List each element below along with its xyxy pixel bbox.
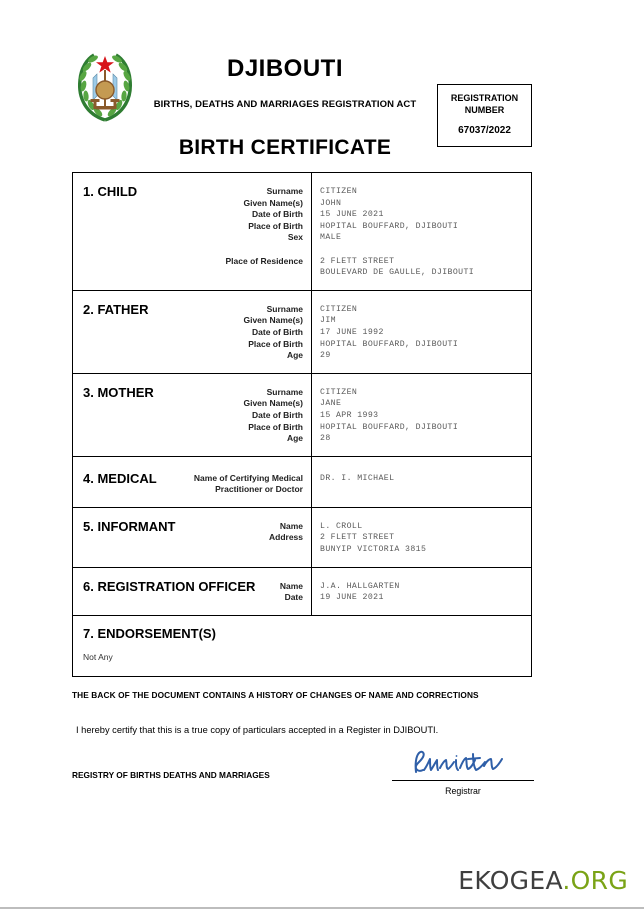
value-date-of-birth: 15 APR 1993: [320, 410, 379, 420]
registry-signature-row: [72, 762, 534, 806]
section-registration-officer: [73, 568, 531, 616]
value-sex: MALE: [320, 233, 342, 243]
section-informant: [73, 508, 531, 568]
value-doctor-name: DR. I. MICHAEL: [320, 473, 395, 483]
value-address-line2: BUNYIP VICTORIA 3815: [320, 545, 427, 555]
label-given-names: Given Name(s): [243, 315, 303, 326]
watermark-tld: .ORG: [562, 866, 628, 895]
section-mother-values: [320, 387, 523, 445]
label-date: Date: [284, 592, 303, 603]
certificate-title: BIRTH CERTIFICATE: [178, 136, 392, 159]
label-place-of-residence: Place of Residence: [225, 255, 303, 266]
registration-label-line2: NUMBER: [464, 105, 505, 115]
label-spacer: [226, 244, 303, 256]
site-watermark: [458, 866, 628, 895]
label-place-of-birth: Place of Birth: [248, 421, 303, 432]
section-father-right: [312, 291, 531, 373]
certification-statement: I hereby certify that this is a true copy of particulars accepted in a Register in DJIBOUTI.: [76, 725, 439, 735]
section-medical-title: 4. MEDICAL: [83, 470, 157, 486]
label-certifying-medical-line2: Practitioner or Doctor: [215, 484, 303, 495]
bottom-divider: [0, 907, 644, 909]
section-endorsements-title: 7. ENDORSEMENT(S): [83, 625, 216, 641]
label-surname: Surname: [266, 386, 303, 397]
value-informant-name: L. CROLL: [320, 521, 363, 531]
section-father-labels: [243, 302, 303, 362]
section-mother-title: 3. MOTHER: [83, 384, 154, 400]
document-footer: [72, 690, 534, 806]
section-medical: [73, 457, 531, 508]
label-date-of-birth: Date of Birth: [252, 209, 303, 220]
value-age: 29: [320, 351, 331, 361]
section-endorsements: [73, 616, 531, 676]
act-subtitle: BIRTHS, DEATHS AND MARRIAGES REGISTRATION ACT: [153, 99, 417, 110]
signature-caption: Registrar: [445, 786, 481, 796]
section-informant-labels: [269, 519, 303, 556]
label-name: Name: [279, 580, 303, 591]
label-certifying-medical-line1: Name of Certifying Medical: [193, 472, 303, 483]
label-date-of-birth: Date of Birth: [252, 409, 303, 420]
label-place-of-birth: Place of Birth: [248, 338, 303, 349]
label-given-names: Given Name(s): [243, 398, 303, 409]
label-place-of-birth: Place of Birth: [248, 220, 303, 231]
section-registration-officer-labels: [280, 579, 303, 604]
signature-line: [392, 780, 534, 781]
back-of-document-note: THE BACK OF THE DOCUMENT CONTAINS A HISTORY OF CHANGES OF NAME AND CORRECTIONS: [72, 690, 479, 700]
country-title: DJIBOUTI: [226, 55, 343, 82]
value-spacer: [320, 244, 523, 256]
section-informant-title: 5. INFORMANT: [83, 518, 176, 534]
section-informant-values: [320, 521, 523, 556]
registry-office-label: REGISTRY OF BIRTHS DEATHS AND MARRIAGES: [72, 770, 270, 780]
label-date-of-birth: Date of Birth: [252, 326, 303, 337]
document-header: [0, 0, 644, 172]
section-child-title: 1. CHILD: [83, 184, 138, 199]
watermark-name: EKOGEA: [458, 866, 563, 895]
value-residence-line1: 2 FLETT STREET: [320, 256, 395, 266]
section-medical-left: [73, 457, 312, 507]
certificate-table: [72, 172, 532, 677]
section-child-right: [312, 173, 531, 290]
section-informant-left: [73, 508, 312, 567]
value-officer-name: J.A. HALLGARTEN: [320, 581, 400, 591]
value-date-of-birth: 17 JUNE 1992: [320, 327, 384, 337]
section-father-title: 2. FATHER: [83, 301, 149, 317]
section-registration-officer-left: [73, 568, 312, 615]
label-name: Name: [279, 520, 303, 531]
label-age: Age: [286, 350, 303, 361]
value-given-names: JANE: [320, 399, 342, 409]
section-informant-right: [312, 508, 531, 567]
registrar-signature: [392, 746, 534, 780]
section-registration-officer-title: 6. REGISTRATION OFFICER: [83, 578, 256, 594]
label-sex: Sex: [287, 232, 303, 243]
registration-label-line1: REGISTRATION: [450, 93, 519, 103]
value-residence-line2: BOULEVARD DE GAULLE, DJIBOUTI: [320, 268, 475, 278]
value-given-names: JOHN: [320, 198, 342, 208]
section-registration-officer-values: [320, 581, 523, 604]
registration-number-box: [437, 84, 532, 147]
djibouti-coat-of-arms-icon: [74, 50, 136, 124]
section-mother-right: [312, 374, 531, 456]
value-address-line1: 2 FLETT STREET: [320, 533, 395, 543]
value-registration-date: 19 JUNE 2021: [320, 593, 384, 603]
section-registration-officer-right: [312, 568, 531, 615]
value-surname: CITIZEN: [320, 304, 358, 314]
value-place-of-birth: HOPITAL BOUFFARD, DJIBOUTI: [320, 221, 459, 231]
label-surname: Surname: [266, 186, 303, 196]
value-place-of-birth: HOPITAL BOUFFARD, DJIBOUTI: [320, 422, 459, 432]
value-place-of-birth: HOPITAL BOUFFARD, DJIBOUTI: [320, 339, 459, 349]
section-mother-labels: [243, 385, 303, 445]
section-mother-left: [73, 374, 312, 456]
section-father: [73, 291, 531, 374]
endorsements-value: Not Any: [83, 651, 113, 662]
section-child-left: [73, 173, 312, 290]
section-child-labels: [226, 184, 303, 279]
section-father-left: [73, 291, 312, 373]
section-medical-values: [320, 473, 523, 485]
label-age: Age: [286, 433, 303, 444]
section-father-values: [320, 304, 523, 362]
section-mother: [73, 374, 531, 457]
value-given-names: JIM: [320, 316, 336, 326]
value-date-of-birth: 15 JUNE 2021: [320, 210, 384, 220]
value-surname: CITIZEN: [320, 387, 358, 397]
label-given-names: Given Name(s): [243, 197, 303, 208]
section-child: [73, 173, 531, 291]
section-medical-right: [312, 457, 531, 507]
value-age: 28: [320, 434, 331, 444]
label-address: Address: [268, 532, 303, 543]
section-child-values: [320, 186, 523, 279]
signature-area: [392, 746, 534, 796]
registration-number-value: 67037/2022: [458, 125, 511, 136]
value-surname: CITIZEN: [320, 187, 358, 196]
label-surname: Surname: [266, 303, 303, 314]
section-medical-labels: [194, 471, 303, 496]
